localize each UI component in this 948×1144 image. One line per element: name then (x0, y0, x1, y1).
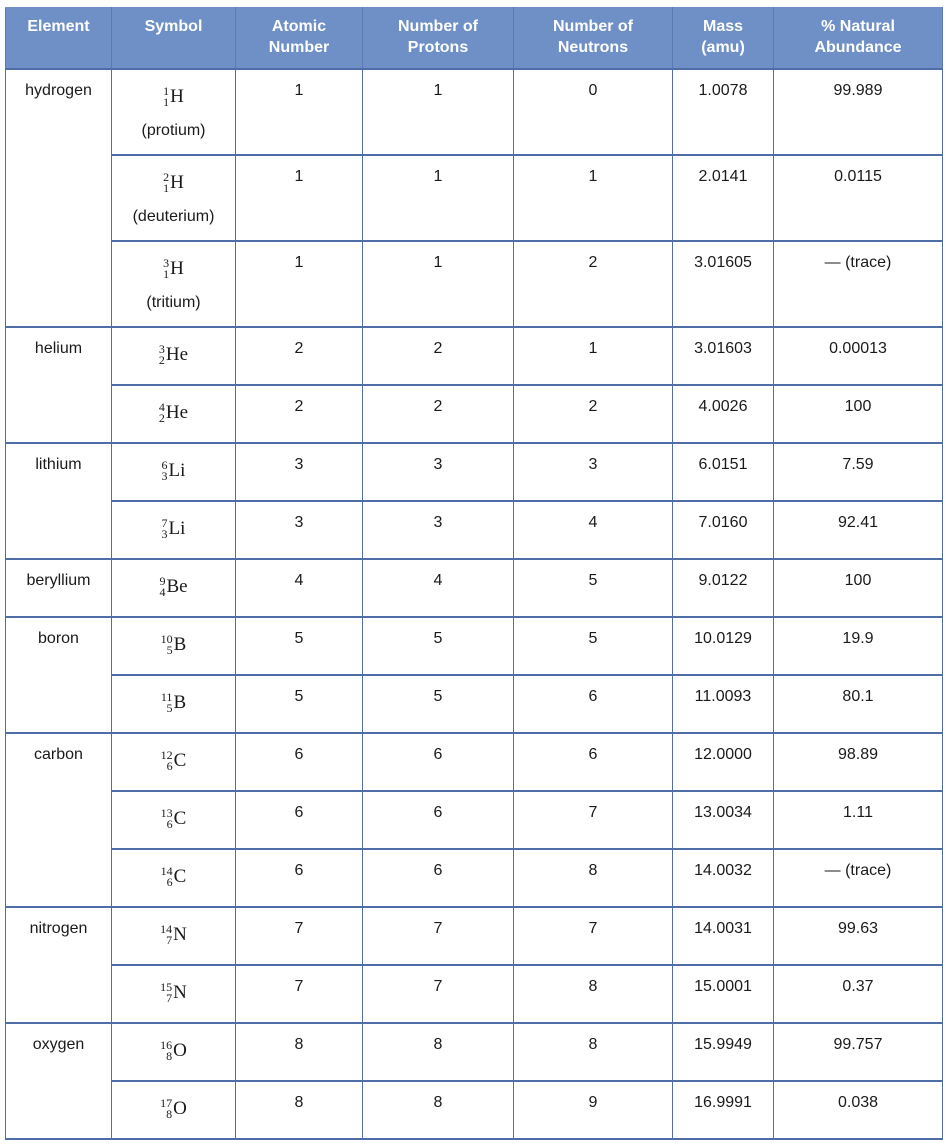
cell-abundance: 0.038 (774, 1081, 943, 1139)
cell-element (6, 155, 112, 241)
atomic-number-sub: 5 (166, 701, 173, 715)
cell-symbol (112, 733, 236, 791)
header-neutrons: Number of Neutrons (514, 8, 673, 70)
mass-number: 16 (160, 1038, 173, 1052)
table-row (6, 675, 943, 733)
table-row (6, 907, 943, 965)
cell-abundance: 80.1 (774, 675, 943, 733)
cell-element (6, 501, 112, 559)
table-row (6, 791, 943, 849)
atomic-number-sub: 4 (159, 585, 166, 599)
table-row (6, 241, 943, 327)
cell-atomic-number: 6 (236, 849, 363, 907)
element-symbol: O (173, 1098, 187, 1119)
atomic-number-sub: 5 (166, 643, 173, 657)
cell-abundance: 7.59 (774, 443, 943, 501)
cell-neutrons: 3 (514, 443, 673, 501)
cell-neutrons: 7 (514, 791, 673, 849)
atomic-number-sub: 3 (161, 469, 168, 483)
mass-number: 6 (161, 458, 168, 472)
element-symbol: Be (166, 576, 188, 597)
cell-atomic-number: 4 (236, 559, 363, 617)
atomic-number-sub: 6 (166, 759, 173, 773)
cell-atomic-number: 7 (236, 965, 363, 1023)
isotope-symbol (161, 866, 187, 888)
table-row (6, 385, 943, 443)
mass-number: 2 (163, 170, 170, 184)
cell-symbol (112, 1023, 236, 1081)
cell-mass: 14.0032 (673, 849, 774, 907)
cell-atomic-number: 1 (236, 69, 363, 155)
cell-element (6, 241, 112, 327)
header-protons: Number of Protons (363, 8, 514, 70)
isotope-symbol (159, 402, 188, 424)
cell-atomic-number: 6 (236, 791, 363, 849)
cell-abundance: 1.11 (774, 791, 943, 849)
cell-mass: 3.01605 (673, 241, 774, 327)
cell-mass: 6.0151 (673, 443, 774, 501)
cell-abundance: 99.757 (774, 1023, 943, 1081)
cell-element: hydrogen (6, 69, 112, 155)
cell-neutrons: 9 (514, 1081, 673, 1139)
cell-protons: 7 (363, 965, 514, 1023)
cell-symbol (112, 155, 236, 241)
cell-abundance: 100 (774, 385, 943, 443)
cell-neutrons: 2 (514, 241, 673, 327)
cell-symbol (112, 791, 236, 849)
table-row (6, 965, 943, 1023)
mass-number: 14 (160, 864, 173, 878)
element-symbol: N (173, 924, 187, 945)
cell-atomic-number: 3 (236, 443, 363, 501)
isotope-symbol (162, 518, 186, 540)
cell-mass: 3.01603 (673, 327, 774, 385)
cell-atomic-number: 8 (236, 1023, 363, 1081)
cell-protons: 8 (363, 1081, 514, 1139)
cell-neutrons: 1 (514, 155, 673, 241)
cell-mass: 1.0078 (673, 69, 774, 155)
cell-atomic-number: 5 (236, 617, 363, 675)
isotope-symbol (163, 86, 184, 108)
header-mass: Mass (amu) (673, 8, 774, 70)
cell-abundance: 0.0115 (774, 155, 943, 241)
cell-abundance: 100 (774, 559, 943, 617)
cell-mass: 15.0001 (673, 965, 774, 1023)
table-row (6, 617, 943, 675)
isotope-symbol (159, 344, 188, 366)
cell-protons: 6 (363, 849, 514, 907)
cell-symbol (112, 69, 236, 155)
cell-neutrons: 6 (514, 733, 673, 791)
mass-number: 3 (163, 256, 170, 270)
table-row (6, 155, 943, 241)
cell-abundance: 98.89 (774, 733, 943, 791)
cell-mass: 11.0093 (673, 675, 774, 733)
cell-element (6, 849, 112, 907)
cell-element (6, 385, 112, 443)
cell-mass: 9.0122 (673, 559, 774, 617)
isotope-symbol (160, 1040, 187, 1062)
atomic-number-sub: 1 (163, 95, 170, 109)
cell-symbol (112, 385, 236, 443)
element-symbol: B (173, 634, 187, 655)
element-symbol: Li (168, 518, 186, 539)
cell-symbol (112, 849, 236, 907)
cell-symbol (112, 1081, 236, 1139)
cell-symbol (112, 241, 236, 327)
cell-symbol (112, 907, 236, 965)
cell-neutrons: 8 (514, 965, 673, 1023)
cell-atomic-number: 3 (236, 501, 363, 559)
cell-mass: 2.0141 (673, 155, 774, 241)
isotope-name: (tritium) (146, 294, 201, 311)
cell-element (6, 791, 112, 849)
mass-number: 13 (160, 806, 173, 820)
mass-number: 11 (160, 690, 173, 704)
cell-protons: 4 (363, 559, 514, 617)
cell-protons: 8 (363, 1023, 514, 1081)
element-symbol: C (173, 808, 187, 829)
table-row (6, 849, 943, 907)
cell-element: carbon (6, 733, 112, 791)
cell-mass: 12.0000 (673, 733, 774, 791)
table-row (6, 1023, 943, 1081)
cell-symbol (112, 559, 236, 617)
cell-neutrons: 5 (514, 617, 673, 675)
cell-protons: 1 (363, 69, 514, 155)
atomic-number-sub: 7 (166, 991, 173, 1005)
cell-protons: 1 (363, 241, 514, 327)
mass-number: 17 (160, 1096, 173, 1110)
atomic-number-sub: 6 (166, 817, 173, 831)
header-element: Element (6, 8, 112, 70)
cell-atomic-number: 6 (236, 733, 363, 791)
cell-mass: 15.9949 (673, 1023, 774, 1081)
isotope-symbol (161, 750, 187, 772)
atomic-number-sub: 8 (166, 1107, 173, 1121)
atomic-number-sub: 7 (166, 933, 173, 947)
mass-number: 14 (160, 922, 173, 936)
cell-element: boron (6, 617, 112, 675)
cell-element (6, 675, 112, 733)
element-symbol: H (170, 258, 184, 279)
isotope-symbol (161, 634, 187, 656)
cell-element: helium (6, 327, 112, 385)
element-symbol: C (173, 750, 187, 771)
cell-abundance: 99.989 (774, 69, 943, 155)
cell-element (6, 1081, 112, 1139)
table-row (6, 443, 943, 501)
atomic-number-sub: 2 (158, 353, 165, 367)
cell-atomic-number: 1 (236, 155, 363, 241)
element-symbol: O (173, 1040, 187, 1061)
element-symbol: He (165, 344, 189, 365)
isotope-symbol (160, 982, 187, 1004)
cell-symbol (112, 675, 236, 733)
atomic-number-sub: 6 (166, 875, 173, 889)
header-row (6, 8, 943, 70)
cell-protons: 3 (363, 443, 514, 501)
cell-symbol (112, 443, 236, 501)
mass-number: 3 (158, 342, 165, 356)
cell-neutrons: 4 (514, 501, 673, 559)
cell-protons: 5 (363, 675, 514, 733)
mass-number: 15 (160, 980, 173, 994)
element-symbol: N (173, 982, 187, 1003)
mass-number: 7 (161, 516, 168, 530)
header-abundance: % Natural Abundance (774, 8, 943, 70)
cell-element (6, 965, 112, 1023)
header-symbol: Symbol (112, 8, 236, 70)
cell-atomic-number: 7 (236, 907, 363, 965)
cell-mass: 10.0129 (673, 617, 774, 675)
cell-atomic-number: 2 (236, 327, 363, 385)
mass-number: 4 (158, 400, 165, 414)
atomic-number-sub: 8 (166, 1049, 173, 1063)
isotope-symbol (162, 460, 186, 482)
isotope-symbol (160, 924, 187, 946)
cell-mass: 14.0031 (673, 907, 774, 965)
cell-abundance: 99.63 (774, 907, 943, 965)
cell-protons: 2 (363, 327, 514, 385)
cell-element: lithium (6, 443, 112, 501)
mass-number: 1 (163, 84, 170, 98)
cell-element: oxygen (6, 1023, 112, 1081)
mass-number: 10 (160, 632, 173, 646)
cell-symbol (112, 965, 236, 1023)
table-row (6, 1081, 943, 1139)
isotope-symbol (159, 576, 187, 598)
mass-number: 12 (160, 748, 173, 762)
cell-neutrons: 2 (514, 385, 673, 443)
header-atomic-number: Atomic Number (236, 8, 363, 70)
cell-symbol (112, 501, 236, 559)
cell-mass: 13.0034 (673, 791, 774, 849)
cell-neutrons: 1 (514, 327, 673, 385)
element-symbol: H (170, 172, 184, 193)
element-symbol: B (173, 692, 187, 713)
cell-neutrons: 8 (514, 849, 673, 907)
cell-abundance: 0.37 (774, 965, 943, 1023)
atomic-number-sub: 2 (158, 411, 165, 425)
cell-atomic-number: 5 (236, 675, 363, 733)
isotope-symbol (163, 172, 184, 194)
element-symbol: Li (168, 460, 186, 481)
cell-protons: 2 (363, 385, 514, 443)
cell-abundance: — (trace) (774, 849, 943, 907)
cell-protons: 5 (363, 617, 514, 675)
cell-neutrons: 7 (514, 907, 673, 965)
isotope-name: (deuterium) (132, 208, 215, 225)
cell-protons: 6 (363, 733, 514, 791)
cell-protons: 3 (363, 501, 514, 559)
element-symbol: C (173, 866, 187, 887)
cell-symbol (112, 327, 236, 385)
atomic-number-sub: 3 (161, 527, 168, 541)
cell-mass: 16.9991 (673, 1081, 774, 1139)
isotope-symbol (160, 1098, 187, 1120)
table-row (6, 69, 943, 155)
isotope-name: (protium) (141, 122, 206, 139)
cell-abundance: 92.41 (774, 501, 943, 559)
cell-neutrons: 0 (514, 69, 673, 155)
table-row (6, 327, 943, 385)
isotope-symbol (163, 258, 184, 280)
table-row (6, 559, 943, 617)
mass-number: 9 (159, 574, 166, 588)
cell-protons: 1 (363, 155, 514, 241)
cell-neutrons: 6 (514, 675, 673, 733)
cell-element: beryllium (6, 559, 112, 617)
cell-abundance: — (trace) (774, 241, 943, 327)
isotope-table (5, 7, 943, 1140)
cell-atomic-number: 1 (236, 241, 363, 327)
cell-atomic-number: 8 (236, 1081, 363, 1139)
atomic-number-sub: 1 (163, 267, 170, 281)
cell-abundance: 0.00013 (774, 327, 943, 385)
element-symbol: He (165, 402, 189, 423)
cell-mass: 4.0026 (673, 385, 774, 443)
element-symbol: H (170, 86, 184, 107)
table-row (6, 733, 943, 791)
cell-atomic-number: 2 (236, 385, 363, 443)
cell-neutrons: 5 (514, 559, 673, 617)
isotope-symbol (161, 692, 186, 714)
cell-mass: 7.0160 (673, 501, 774, 559)
cell-element: nitrogen (6, 907, 112, 965)
table-row (6, 501, 943, 559)
atomic-number-sub: 1 (163, 181, 170, 195)
cell-abundance: 19.9 (774, 617, 943, 675)
cell-protons: 6 (363, 791, 514, 849)
cell-protons: 7 (363, 907, 514, 965)
cell-symbol (112, 617, 236, 675)
isotope-symbol (161, 808, 187, 830)
cell-neutrons: 8 (514, 1023, 673, 1081)
